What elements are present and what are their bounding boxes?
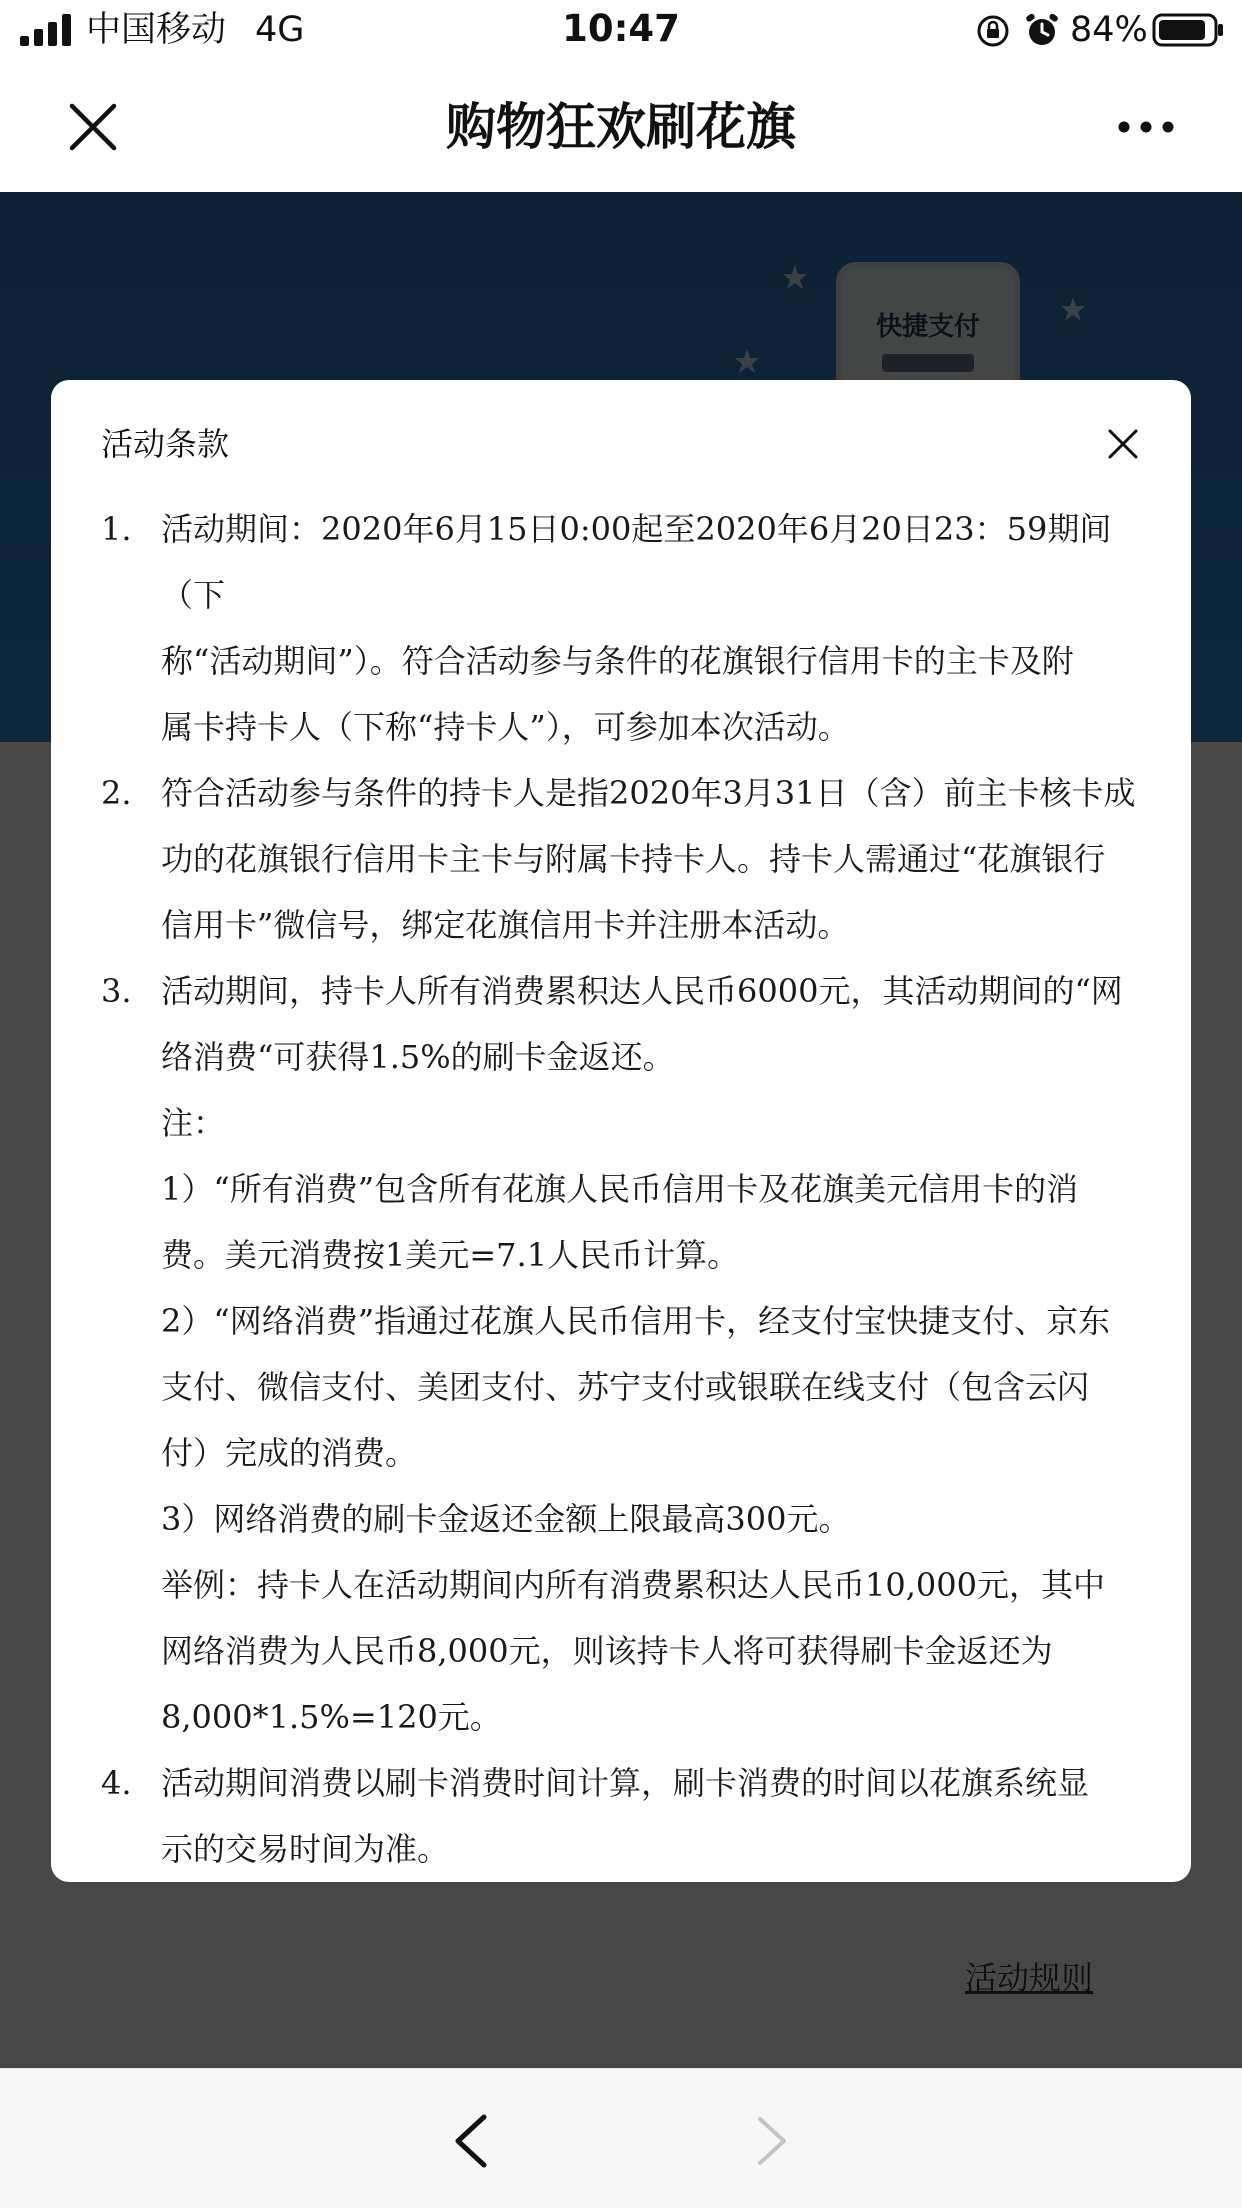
alarm-icon [1024, 12, 1060, 48]
nav-bar [0, 62, 1242, 192]
battery-percent: 84% [1070, 10, 1148, 50]
term-line: 符合活动参与条件的持卡人是指2020年3月31日（含）前主卡核卡成 [161, 774, 1136, 812]
term-line: 示的交易时间为准。 [161, 1830, 450, 1868]
term-line: 8,000*1.5%=120元。 [161, 1698, 502, 1736]
term-body [161, 760, 1161, 958]
term-item [101, 760, 1161, 958]
term-line: 网络消费为人民币8,000元，则该持卡人将可获得刷卡金返还为 [161, 1632, 1053, 1670]
term-line: 活动期间消费以刷卡消费时间计算，刷卡消费的时间以花旗系统显 [161, 1764, 1090, 1802]
term-body [161, 958, 1161, 1750]
term-item [101, 958, 1161, 1750]
term-item [101, 1750, 1161, 1882]
term-line: 1）“所有消费”包含所有花旗人民币信用卡及花旗美元信用卡的消 [161, 1170, 1079, 1208]
battery-icon [1152, 12, 1224, 48]
term-line: 3）网络消费的刷卡金返还金额上限最高300元。 [161, 1500, 851, 1538]
terms-modal [51, 380, 1191, 1882]
term-number: 4. [101, 1764, 132, 1802]
network-type: 4G [255, 10, 305, 50]
forward-arrow-icon[interactable] [756, 2115, 788, 2167]
close-icon[interactable] [1107, 428, 1139, 460]
more-icon[interactable] [1116, 114, 1176, 140]
term-line: 2）“网络消费”指通过花旗人民币信用卡，经支付宝快捷支付、京东 [161, 1302, 1111, 1340]
term-line: 活动期间，持卡人所有消费累积达人民币6000元，其活动期间的“网 [161, 972, 1123, 1010]
term-body [161, 1750, 1161, 1882]
carrier-name: 中国移动 [86, 10, 227, 50]
status-time: 10:47 [562, 7, 680, 50]
terms-list [101, 496, 1161, 1882]
back-arrow-icon[interactable] [452, 2113, 488, 2169]
term-line: 活动期间：2020年6月15日0:00起至2020年6月20日23：59期间（下 [161, 510, 1112, 614]
term-line: 举例：持卡人在活动期间内所有消费累积达人民币10,000元，其中 [161, 1566, 1105, 1604]
modal-title: 活动条款 [101, 425, 230, 463]
term-line: 属卡持卡人（下称“持卡人”），可参加本次活动。 [161, 708, 850, 746]
term-number: 2. [101, 774, 132, 812]
term-line: 注： [161, 1104, 226, 1142]
status-bar [0, 0, 1242, 62]
term-number: 1. [101, 510, 132, 548]
term-line: 信用卡”微信号，绑定花旗信用卡并注册本活动。 [161, 906, 850, 944]
term-line: 络消费“可获得1.5%的刷卡金返还。 [161, 1038, 675, 1076]
term-line: 费。美元消费按1美元=7.1人民币计算。 [161, 1236, 740, 1274]
rotation-lock-icon [976, 14, 1010, 48]
term-number: 3. [101, 972, 132, 1010]
term-line: 支付、微信支付、美团支付、苏宁支付或银联在线支付（包含云闪 [161, 1368, 1090, 1406]
bottom-toolbar [0, 2068, 1242, 2208]
term-line: 称“活动期间”）。符合活动参与条件的花旗银行信用卡的主卡及附 [161, 642, 1074, 680]
term-body [161, 496, 1161, 760]
page-title: 购物狂欢刷花旗 [446, 98, 796, 156]
term-line: 付）完成的消费。 [161, 1434, 418, 1472]
term-item [101, 496, 1161, 760]
term-line: 功的花旗银行信用卡主卡与附属卡持卡人。持卡人需通过“花旗银行 [161, 840, 1106, 878]
